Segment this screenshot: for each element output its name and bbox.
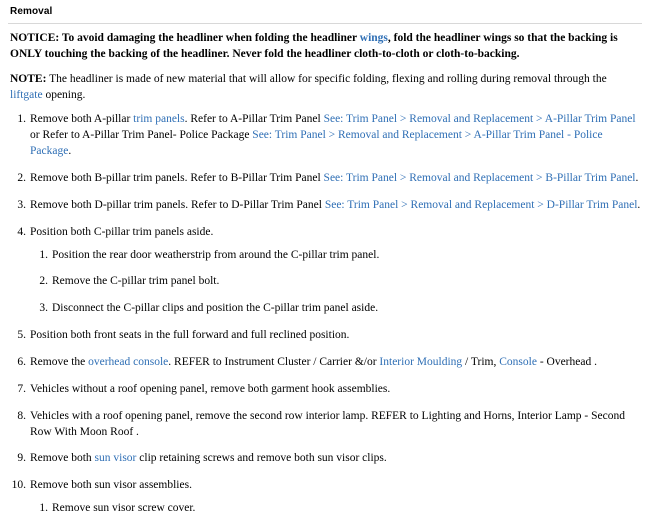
substep-text bbox=[52, 302, 378, 314]
notice-paragraph bbox=[10, 31, 642, 63]
reference-link[interactable]: trim panels bbox=[133, 113, 185, 126]
step-text bbox=[30, 479, 192, 491]
procedure-step bbox=[8, 409, 642, 441]
notice-label: NOTE: bbox=[10, 72, 47, 85]
text-run: opening. bbox=[42, 88, 86, 101]
procedure-substep-list bbox=[30, 501, 642, 517]
text-run: . Refer to A-Pillar Trim Panel bbox=[184, 113, 324, 126]
procedure-step bbox=[8, 198, 642, 214]
procedure-substep bbox=[30, 274, 642, 290]
procedure-step-list bbox=[8, 112, 642, 517]
text-run: Remove both A-pillar bbox=[30, 113, 134, 126]
step-number: 4. bbox=[17, 225, 26, 238]
step-number: 7. bbox=[17, 382, 26, 395]
step-text bbox=[30, 356, 597, 368]
text-run: Remove the bbox=[30, 356, 89, 369]
notice-paragraph bbox=[10, 72, 642, 104]
text-run: Disconnect the C-pillar clips and position the C-pillar trim panel aside. bbox=[52, 302, 379, 315]
text-run: / Trim, bbox=[462, 356, 500, 369]
title-divider bbox=[8, 23, 642, 24]
step-text bbox=[30, 199, 640, 211]
text-run: . bbox=[637, 198, 641, 211]
procedure-step bbox=[8, 112, 642, 160]
procedure-step bbox=[8, 171, 642, 187]
reference-link[interactable]: wings bbox=[359, 32, 388, 44]
procedure-substep bbox=[30, 301, 642, 317]
procedure-substep-list bbox=[30, 248, 642, 318]
procedure-step bbox=[8, 451, 642, 467]
reference-link[interactable]: sun visor bbox=[94, 452, 137, 465]
text-run: Remove both bbox=[30, 452, 95, 465]
substep-text bbox=[52, 502, 195, 514]
substep-number: 2. bbox=[39, 275, 48, 288]
step-number: 1. bbox=[17, 113, 26, 126]
step-number: 10. bbox=[11, 479, 26, 492]
procedure-step bbox=[8, 225, 642, 317]
text-run: Position the rear door weatherstrip from around the C-pillar trim panel. bbox=[52, 248, 380, 261]
step-text bbox=[30, 113, 636, 157]
procedure-step bbox=[8, 328, 642, 344]
procedure-step bbox=[8, 478, 642, 517]
text-run: The headliner is made of new material that will allow for specific folding, flexing and rolling during removal through the bbox=[46, 72, 607, 85]
text-run: , fold the headliner wings so that the backing is ONLY touching the backing of the headliner. Never fold the headliner cloth-to-cloth or cloth-to-backing. bbox=[10, 32, 618, 60]
text-run: - Overhead . bbox=[536, 356, 597, 369]
step-text bbox=[30, 226, 213, 238]
step-text bbox=[30, 410, 625, 438]
text-run: clip retaining screws and remove both sun visor clips. bbox=[136, 452, 387, 465]
notice-text bbox=[10, 73, 607, 101]
text-run: Remove both B-pillar trim panels. Refer to B-Pillar Trim Panel bbox=[30, 172, 324, 185]
text-run: Position both C-pillar trim panels aside. bbox=[30, 225, 214, 238]
text-run: To avoid damaging the headliner when folding the headliner bbox=[59, 32, 360, 44]
notice-text bbox=[10, 32, 618, 60]
procedure-step bbox=[8, 355, 642, 371]
reference-link[interactable]: Interior Moulding bbox=[379, 356, 463, 369]
notice-label: NOTICE: bbox=[10, 32, 60, 44]
step-number: 8. bbox=[17, 409, 26, 422]
step-number: 3. bbox=[17, 198, 26, 211]
substep-text bbox=[52, 249, 379, 261]
substep-number: 1. bbox=[39, 502, 48, 515]
text-run: . bbox=[635, 172, 639, 185]
reference-link[interactable]: See: Trim Panel > Removal and Replacement > D-Pillar Trim Panel bbox=[324, 198, 638, 211]
step-number: 9. bbox=[17, 452, 26, 465]
reference-link[interactable]: See: Trim Panel > Removal and Replacement > B-Pillar Trim Panel bbox=[323, 172, 636, 185]
procedure-substep bbox=[30, 501, 642, 517]
text-run: Remove sun visor screw cover. bbox=[52, 502, 196, 515]
procedure-step bbox=[8, 382, 642, 398]
text-run: Vehicles with a roof opening panel, remove the second row interior lamp. REFER to Lighting and Horns, Interior Lamp - Second Row With Moon Roof . bbox=[30, 409, 625, 438]
reference-link[interactable]: overhead console bbox=[88, 356, 169, 369]
text-run: . REFER to Instrument Cluster / Carrier &/or bbox=[168, 356, 380, 369]
text-run: Remove the C-pillar trim panel bolt. bbox=[52, 275, 220, 288]
substep-text bbox=[52, 275, 219, 287]
reference-link[interactable]: Console bbox=[499, 356, 537, 369]
text-run: . bbox=[68, 145, 72, 158]
substep-number: 3. bbox=[39, 302, 48, 315]
text-run: Vehicles without a roof opening panel, remove both garment hook assemblies. bbox=[30, 382, 391, 395]
text-run: Remove both sun visor assemblies. bbox=[30, 479, 192, 492]
text-run: Position both front seats in the full forward and full reclined position. bbox=[30, 329, 350, 342]
page-title: Removal bbox=[10, 6, 53, 17]
step-text bbox=[30, 172, 638, 184]
text-run: or Refer to A-Pillar Trim Panel- Police Package bbox=[30, 129, 253, 142]
procedure-substep bbox=[30, 248, 642, 264]
step-number: 5. bbox=[17, 329, 26, 342]
reference-link[interactable]: liftgate bbox=[10, 88, 43, 101]
text-run: Remove both D-pillar trim panels. Refer to D-Pillar Trim Panel bbox=[30, 198, 325, 211]
step-number: 6. bbox=[17, 356, 26, 369]
substep-number: 1. bbox=[39, 248, 48, 261]
step-number: 2. bbox=[17, 172, 26, 185]
step-text bbox=[30, 329, 349, 341]
step-text bbox=[30, 383, 390, 395]
notice-list bbox=[8, 31, 642, 103]
step-text bbox=[30, 452, 387, 464]
reference-link[interactable]: See: Trim Panel > Removal and Replacement > A-Pillar Trim Panel bbox=[323, 113, 636, 126]
reference-link[interactable]: See: Trim Panel > Removal and Replacement > A-Pillar Trim Panel - Police Package bbox=[30, 129, 603, 158]
